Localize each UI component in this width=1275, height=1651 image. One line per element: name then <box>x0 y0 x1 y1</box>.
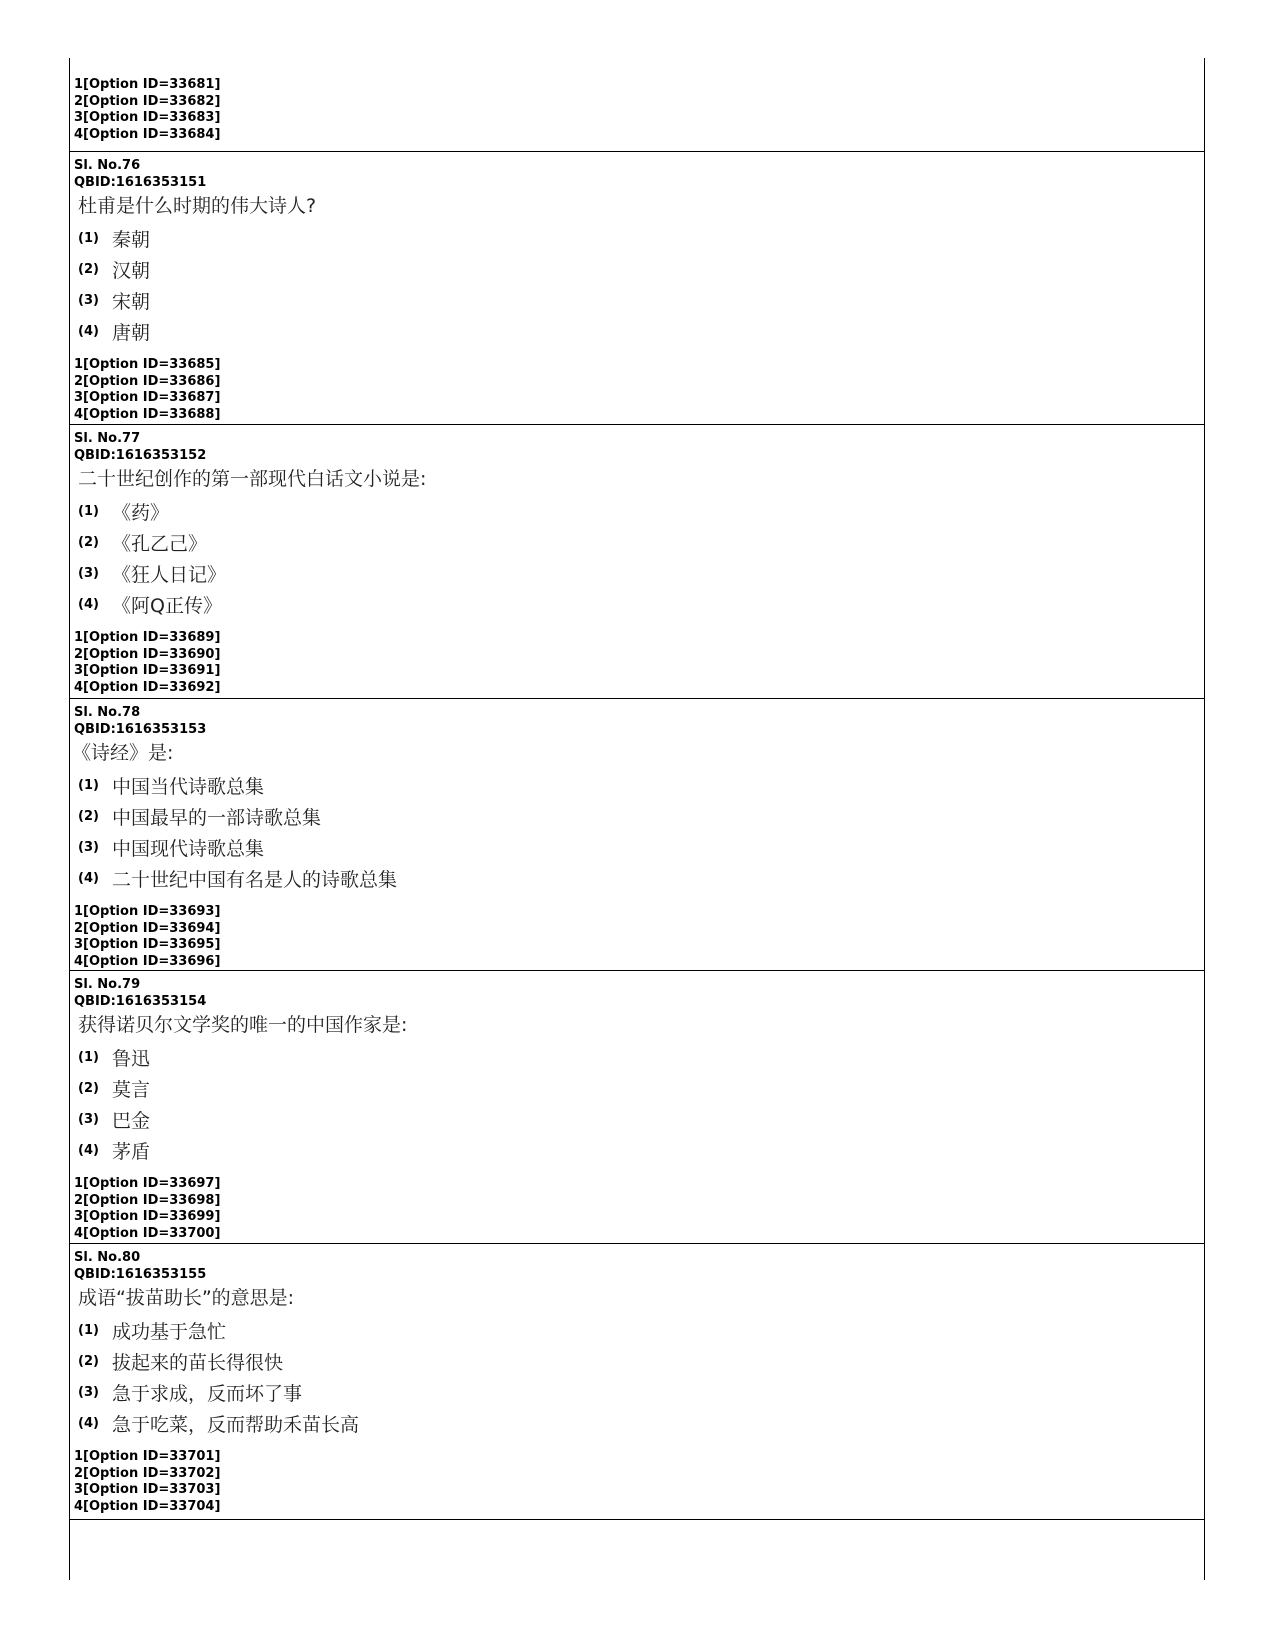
option-number: (4) <box>78 597 99 613</box>
qbid: QBID:1616353151 <box>74 174 207 190</box>
option-text: 茅盾 <box>112 1141 151 1164</box>
question-block-76 <box>70 152 1204 425</box>
option-number: (3) <box>78 566 99 582</box>
option-id-line: 2[Option ID=33690] <box>74 646 221 662</box>
option-number: (2) <box>78 535 99 551</box>
option-id-line: 2[Option ID=33698] <box>74 1192 221 1208</box>
option-text: 宋朝 <box>112 291 151 314</box>
qbid: QBID:1616353154 <box>74 993 207 1009</box>
option-number: (1) <box>78 778 99 794</box>
option-item <box>78 558 1204 589</box>
question-block-77 <box>70 425 1204 699</box>
option-id-line: 3[Option ID=33683] <box>74 110 221 126</box>
option-id-line: 1[Option ID=33697] <box>74 1176 221 1192</box>
option-id-line: 4[Option ID=33684] <box>74 126 221 142</box>
option-number: (3) <box>78 293 99 309</box>
option-item <box>78 254 1204 285</box>
option-text: 成功基于急忙 <box>112 1321 227 1344</box>
option-text: 《孔乙己》 <box>112 533 208 556</box>
option-item <box>78 801 1204 832</box>
question-text: 成语“拔苗助长”的意思是: <box>78 1287 295 1310</box>
option-text: 鲁迅 <box>112 1048 151 1071</box>
option-id-line: 4[Option ID=33696] <box>74 953 221 969</box>
option-item <box>78 316 1204 347</box>
option-number: (4) <box>78 1416 99 1432</box>
option-item <box>78 1073 1204 1104</box>
option-id-line: 2[Option ID=33686] <box>74 373 221 389</box>
option-text: 《狂人日记》 <box>112 564 227 587</box>
option-id-line: 4[Option ID=33704] <box>74 1498 221 1514</box>
option-text: 《阿Q正传》 <box>112 595 222 618</box>
option-text: 拔起来的苗长得很快 <box>112 1352 284 1375</box>
option-id-line: 4[Option ID=33692] <box>74 679 221 695</box>
option-text: 中国现代诗歌总集 <box>112 838 265 861</box>
option-text: 秦朝 <box>112 229 151 252</box>
option-item <box>78 527 1204 558</box>
option-id-line: 3[Option ID=33695] <box>74 937 221 953</box>
option-id-line: 1[Option ID=33681] <box>74 77 221 92</box>
option-text: 急于吃菜，反而帮助禾苗长高 <box>112 1414 360 1437</box>
question-text: 二十世纪创作的第一部现代白话文小说是: <box>78 468 427 491</box>
serial-number: Sl. No.77 <box>74 431 141 446</box>
serial-number: Sl. No.79 <box>74 977 141 992</box>
option-item <box>78 1315 1204 1346</box>
option-id-line: 1[Option ID=33689] <box>74 630 221 646</box>
question-table <box>69 58 1205 1580</box>
option-number: (1) <box>78 1050 99 1066</box>
serial-number: Sl. No.76 <box>74 158 141 173</box>
option-number: (1) <box>78 231 99 247</box>
option-id-line: 1[Option ID=33701] <box>74 1449 221 1465</box>
option-item <box>78 1346 1204 1377</box>
option-text: 急于求成，反而坏了事 <box>112 1383 303 1406</box>
qbid: QBID:1616353155 <box>74 1266 207 1282</box>
option-number: (2) <box>78 262 99 278</box>
option-text: 中国当代诗歌总集 <box>112 776 265 799</box>
option-item <box>78 1104 1204 1135</box>
question-block-80 <box>70 1244 1204 1520</box>
option-id-line: 2[Option ID=33702] <box>74 1465 221 1481</box>
question-text: 杜甫是什么时期的伟大诗人? <box>78 195 317 218</box>
option-item <box>78 770 1204 801</box>
option-id-line: 1[Option ID=33685] <box>74 357 221 373</box>
option-number: (3) <box>78 840 99 856</box>
option-text: 《药》 <box>112 502 170 525</box>
option-item <box>78 1408 1204 1439</box>
question-text: 《诗经》是: <box>72 742 174 765</box>
option-id-line: 2[Option ID=33682] <box>74 93 221 109</box>
option-number: (1) <box>78 504 99 520</box>
question-text: 获得诺贝尔文学奖的唯一的中国作家是: <box>78 1014 408 1037</box>
option-item <box>78 589 1204 620</box>
question-block-79 <box>70 971 1204 1244</box>
option-number: (4) <box>78 1143 99 1159</box>
serial-number: Sl. No.78 <box>74 705 141 720</box>
option-item <box>78 1377 1204 1408</box>
option-number: (4) <box>78 871 99 887</box>
option-item <box>78 223 1204 254</box>
option-number: (2) <box>78 1354 99 1370</box>
option-id-line: 2[Option ID=33694] <box>74 920 221 936</box>
qbid: QBID:1616353153 <box>74 721 207 737</box>
serial-number: Sl. No.80 <box>74 1250 141 1265</box>
option-text: 汉朝 <box>112 260 151 283</box>
option-item <box>78 1135 1204 1166</box>
qbid: QBID:1616353152 <box>74 447 207 463</box>
option-number: (1) <box>78 1323 99 1339</box>
previous-question-option-ids <box>70 58 1204 152</box>
option-item <box>78 285 1204 316</box>
question-block-78 <box>70 699 1204 971</box>
option-item <box>78 863 1204 894</box>
option-text: 巴金 <box>112 1110 151 1133</box>
option-id-line: 3[Option ID=33703] <box>74 1482 221 1498</box>
option-item <box>78 1042 1204 1073</box>
option-text: 唐朝 <box>112 322 151 345</box>
option-item <box>78 496 1204 527</box>
option-id-line: 1[Option ID=33693] <box>74 904 221 920</box>
option-id-line: 4[Option ID=33700] <box>74 1225 221 1241</box>
option-text: 中国最早的一部诗歌总集 <box>112 807 322 830</box>
option-number: (2) <box>78 809 99 825</box>
option-id-line: 3[Option ID=33687] <box>74 390 221 406</box>
option-id-line: 3[Option ID=33691] <box>74 663 221 679</box>
option-text: 二十世纪中国有名是人的诗歌总集 <box>112 869 398 892</box>
option-id-line: 3[Option ID=33699] <box>74 1209 221 1225</box>
option-id-line: 4[Option ID=33688] <box>74 406 221 422</box>
option-text: 莫言 <box>112 1079 151 1102</box>
option-number: (3) <box>78 1112 99 1128</box>
option-number: (3) <box>78 1385 99 1401</box>
option-item <box>78 832 1204 863</box>
option-number: (2) <box>78 1081 99 1097</box>
option-number: (4) <box>78 324 99 340</box>
